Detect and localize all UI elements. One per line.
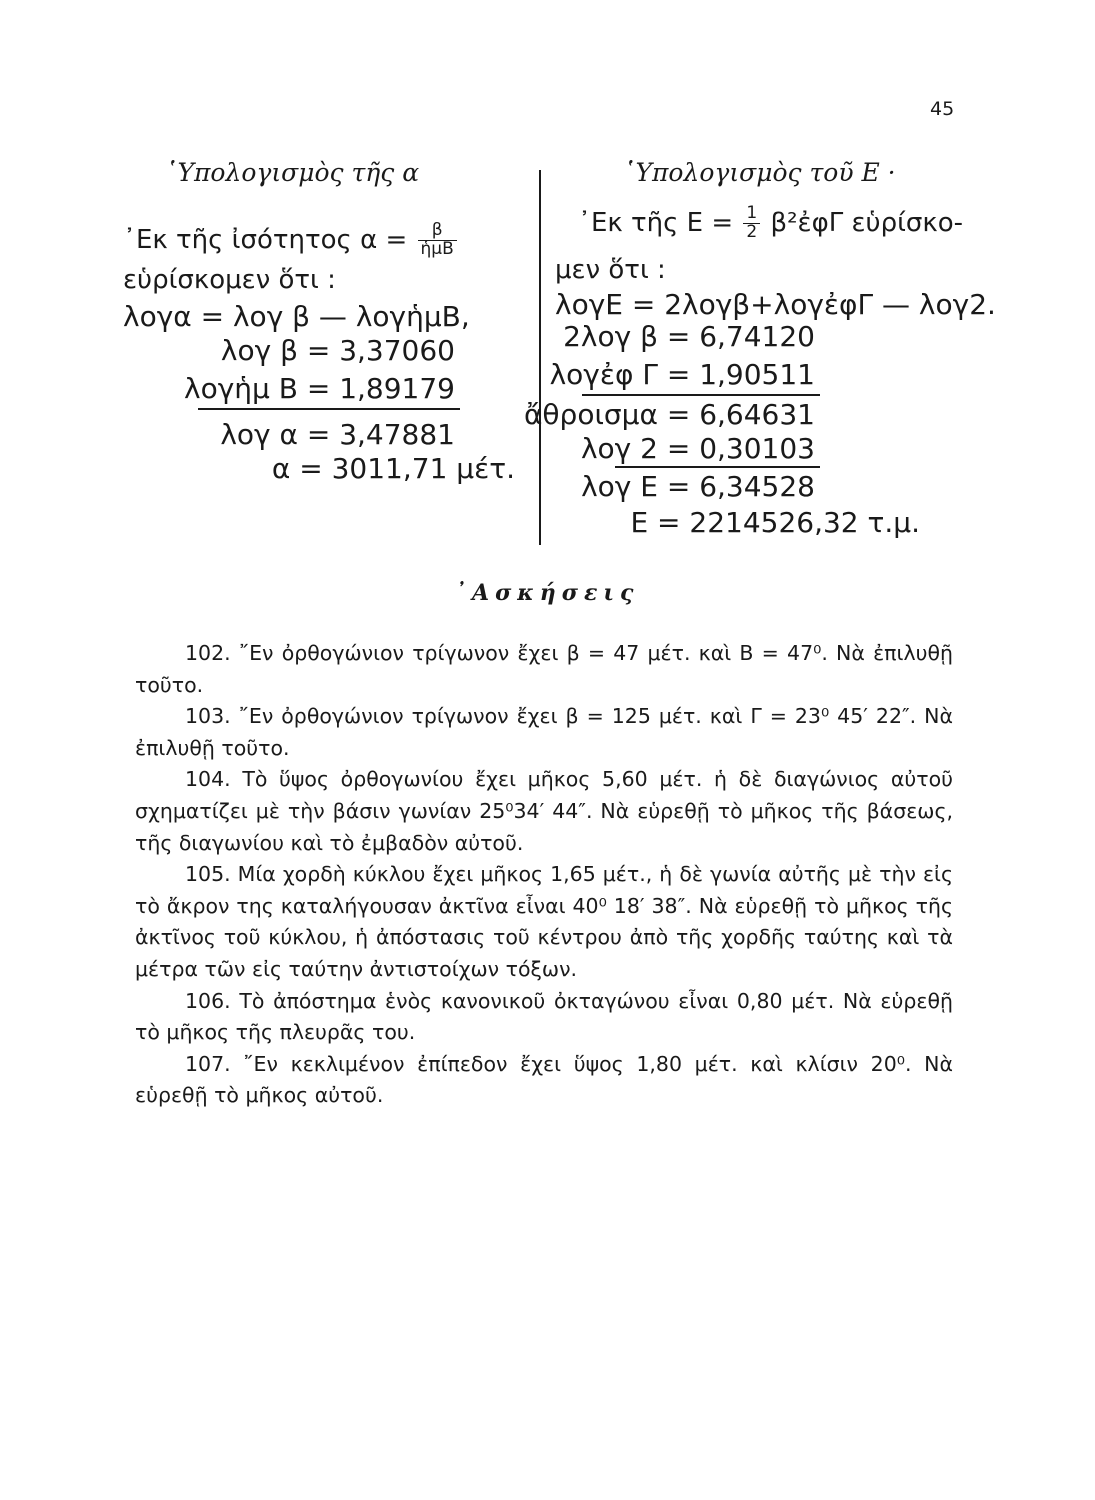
left-line-1: λογ β = 3,37060 bbox=[220, 334, 455, 367]
left-line-4: α = 3011,71 μέτ. bbox=[271, 452, 515, 485]
right-line-6: Ε = 2214526,32 τ.μ. bbox=[630, 506, 920, 539]
right-fraction bbox=[743, 205, 760, 242]
right-formula: λογΕ = 2λογβ+λογἐφΓ — λογ2. bbox=[555, 288, 996, 321]
right-heading: ῾Υπολογισμὸς τοῦ Ε · bbox=[623, 158, 896, 187]
right-intro-cont: μεν ὅτι : bbox=[555, 255, 666, 285]
right-line-2: λογἐφ Γ = 1,90511 bbox=[549, 358, 815, 391]
right-intro bbox=[578, 205, 963, 242]
exercise-102: 102. ῎Εν ὀρθογώνιον τρίγωνον ἔχει β = 47 μέτ. καὶ Β = 47⁰. Νὰ ἐπιλυθῇ τοῦτο. bbox=[135, 641, 953, 697]
exercise-104: 104. Τὸ ὕψος ὀρθογωνίου ἔχει μῆκος 5,60 μέτ. ἡ δὲ διαγώνιος αὐτοῦ σχηματίζει μὲ τὴν βάσιν γωνίαν 25⁰34′ 44″. Νὰ εὑρεθῇ τὸ μῆκος τῆς βάσεως, τῆς διαγωνίου καὶ τὸ ἐμβαδὸν αὐτοῦ. bbox=[135, 767, 953, 855]
right-line-5: λογ Ε = 6,34528 bbox=[581, 470, 815, 503]
right-intro-text: ᾽Εκ τῆς Ε = bbox=[578, 207, 734, 238]
page-number: 45 bbox=[930, 98, 955, 120]
exercise-106: 106. Τὸ ἀπόστημα ἑνὸς κανονικοῦ ὀκταγώνου εἶναι 0,80 μέτ. Νὰ εὑρεθῇ τὸ μῆκος τῆς πλευρᾶς του. bbox=[135, 988, 953, 1045]
left-heading: ῾Υπολογισμὸς τῆς α bbox=[165, 158, 420, 187]
left-sum-rule bbox=[198, 408, 460, 410]
right-line-1: 2λογ β = 6,74120 bbox=[563, 320, 815, 353]
left-fraction-denominator: ἡμΒ bbox=[420, 238, 454, 259]
left-intro bbox=[123, 222, 459, 259]
column-divider bbox=[539, 170, 541, 545]
exercise-103: 103. ῎Εν ὀρθογώνιον τρίγωνον ἔχει β = 125 μέτ. καὶ Γ = 23⁰ 45′ 22″. Νὰ ἐπιλυθῇ τοῦτο. bbox=[135, 704, 953, 760]
exercises-list bbox=[135, 638, 953, 1112]
left-line-2: λογἡμ Β = 1,89179 bbox=[184, 372, 455, 405]
right-sum-rule bbox=[582, 394, 820, 396]
left-line-3: λογ α = 3,47881 bbox=[220, 418, 455, 451]
right-line-4: λογ 2 = 0,30103 bbox=[580, 432, 815, 465]
right-diff-rule bbox=[615, 466, 820, 468]
left-intro-cont: εὑρίσκομεν ὅτι : bbox=[123, 265, 336, 295]
left-fraction-numerator: β bbox=[418, 222, 457, 241]
exercise-107: 107. ῎Εν κεκλιμένον ἐπίπεδον ἔχει ὕψος 1,80 μέτ. καὶ κλίσιν 20⁰. Νὰ εὑρεθῇ τὸ μῆκος αὐτοῦ. bbox=[135, 1051, 953, 1108]
exercise-105: 105. Μία χορδὴ κύκλου ἔχει μῆκος 1,65 μέτ., ἡ δὲ γωνία αὐτῆς μὲ τὴν εἰς τὸ ἄκρον της καταλήγουσαν ἀκτῖνα εἶναι 40⁰ 18′ 38″. Νὰ εὑρεθῇ τὸ μῆκος τῆς ἀκτῖνος τοῦ κύκλου, ἡ ἀπόστασις τοῦ κέντρου ἀπὸ τῆς χορδῆς ταύτης καὶ τὰ μέτρα τῶν εἰς ταύτην ἀντιστοίχων τόξων. bbox=[135, 862, 953, 981]
exercises-heading: ᾽Ασκήσεις bbox=[455, 580, 640, 606]
right-line-3: ἄθροισμα = 6,64631 bbox=[523, 398, 815, 431]
right-fraction-denominator: 2 bbox=[746, 221, 758, 242]
right-intro-suffix: β²ἐφΓ εὑρίσκο- bbox=[770, 207, 963, 238]
left-formula: λογα = λογ β — λογἡμΒ, bbox=[123, 300, 470, 333]
left-intro-text: ᾽Εκ τῆς ἰσότητος α = bbox=[123, 224, 408, 255]
right-fraction-numerator: 1 bbox=[743, 205, 760, 224]
left-fraction bbox=[418, 222, 457, 259]
